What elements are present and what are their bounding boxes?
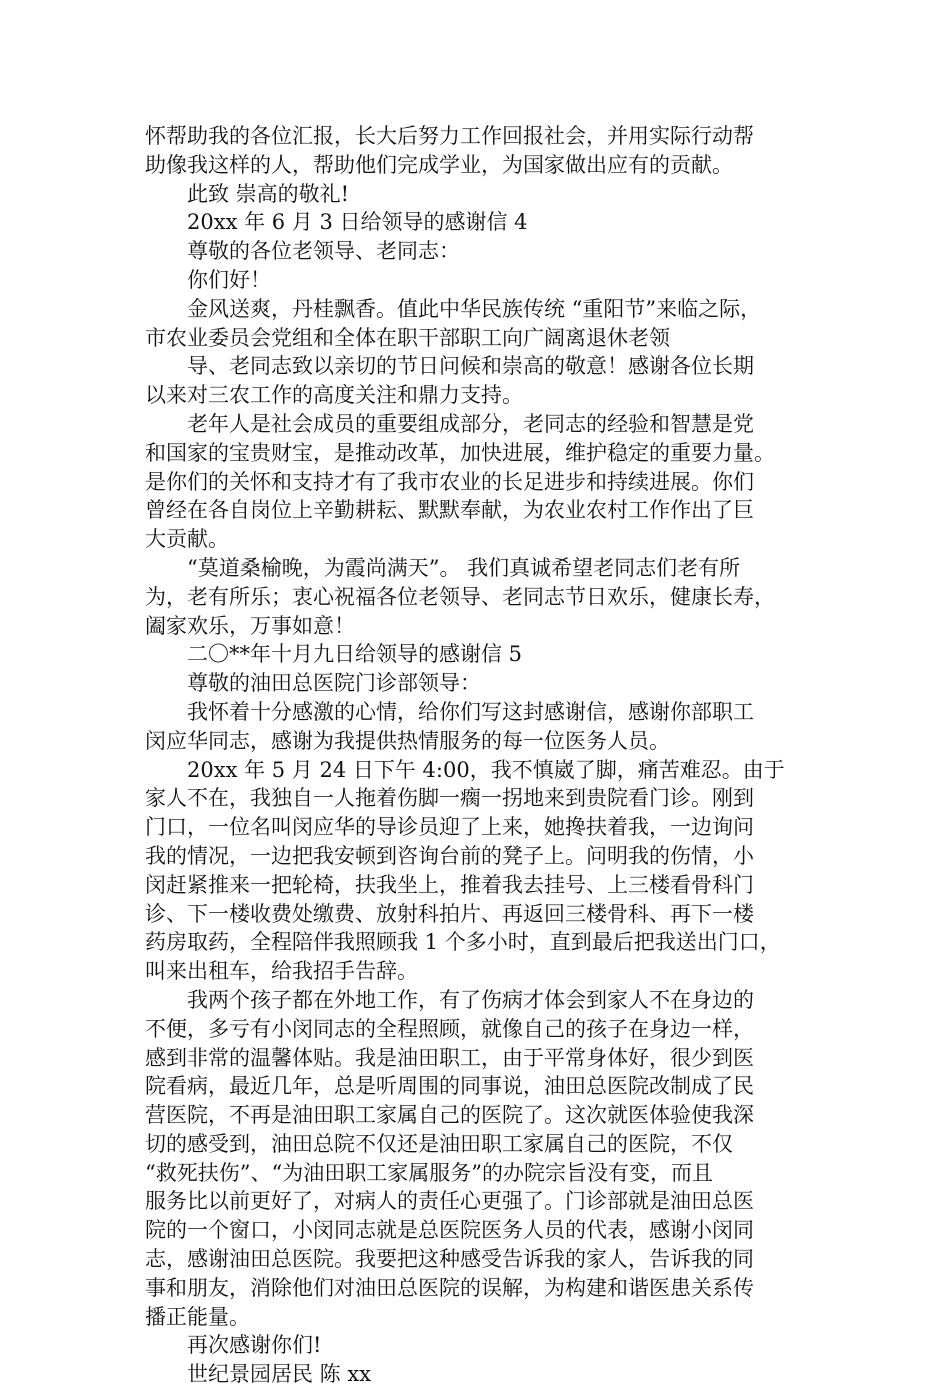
text-line: 大贡献。 bbox=[145, 527, 229, 552]
text-line: 此致 崇高的敬礼! bbox=[187, 181, 350, 206]
text-line: 老年人是社会成员的重要组成部分，老同志的经验和智慧是党 bbox=[187, 411, 754, 436]
text-line: 20xx 年 5 月 24 日下午 4:00，我不慎崴了脚，痛苦难忍。由于 bbox=[187, 757, 785, 782]
text-line: 是你们的关怀和支持才有了我市农业的长足进步和持续进展。你们 bbox=[145, 469, 754, 494]
text-line: 导、老同志致以亲切的节日问候和崇高的敬意！感谢各位长期 bbox=[187, 354, 754, 379]
text-line: 以来对三农工作的高度关注和鼎力支持。 bbox=[145, 383, 523, 408]
text-line: 服务比以前更好了，对病人的责任心更强了。门诊部就是油田总医 bbox=[145, 1189, 754, 1214]
text-line: 药房取药，全程陪伴我照顾我 1 个多小时，直到最后把我送出门口， bbox=[145, 930, 781, 955]
text-line: 志，感谢油田总医院。我要把这种感受告诉我的家人，告诉我的同 bbox=[145, 1247, 754, 1272]
text-line: 营医院，不再是油田职工家属自己的医院了。这次就医体验使我深 bbox=[145, 1103, 754, 1128]
text-line: 二〇**年十月九日给领导的感谢信 5 bbox=[187, 642, 523, 667]
text-line: 曾经在各自岗位上辛勤耕耘、默默奉献，为农业农村工作作出了巨 bbox=[145, 498, 754, 523]
text-line: 你们好！ bbox=[187, 267, 271, 292]
text-line: 切的感受到，油田总院不仅还是油田职工家属自己的医院，不仅 bbox=[145, 1131, 733, 1156]
text-line: 再次感谢你们! bbox=[187, 1333, 322, 1358]
text-line: 我的情况，一边把我安顿到咨询台前的凳子上。问明我的伤情，小 bbox=[145, 843, 754, 868]
text-line: 尊敬的各位老领导、老同志： bbox=[187, 239, 460, 264]
text-line: 为，老有所乐；衷心祝福各位老领导、老同志节日欢乐，健康长寿， bbox=[145, 584, 775, 609]
text-line: 播正能量。 bbox=[145, 1304, 250, 1329]
text-line: “莫道桑榆晚，为霞尚满天”。 我们真诚希望老同志们老有所 bbox=[187, 555, 741, 580]
text-line: 阖家欢乐，万事如意！ bbox=[145, 613, 355, 638]
text-line: 家人不在，我独自一人拖着伤脚一瘸一拐地来到贵院看门诊。刚到 bbox=[145, 786, 754, 811]
text-line: 感到非常的温馨体贴。我是油田职工，由于平常身体好，很少到医 bbox=[145, 1045, 754, 1070]
document-body bbox=[145, 122, 810, 1389]
text-line: “救死扶伤”、“为油田职工家属服务”的办院宗旨没有变，而且 bbox=[145, 1160, 713, 1185]
text-line: 门口，一位名叫闵应华的导诊员迎了上来，她搀扶着我，一边询问 bbox=[145, 815, 754, 840]
text-line: 闵赶紧推来一把轮椅，扶我坐上，推着我去挂号、上三楼看骨科门 bbox=[145, 872, 754, 897]
text-line: 尊敬的油田总医院门诊部领导： bbox=[187, 671, 481, 696]
text-line: 怀帮助我的各位汇报，长大后努力工作回报社会，并用实际行动帮 bbox=[145, 124, 754, 148]
text-line: 诊、下一楼收费处缴费、放射科拍片、再返回三楼骨科、再下一楼 bbox=[145, 901, 754, 926]
text-line: 金风送爽，丹桂飘香。值此中华民族传统 “重阳节”来临之际， bbox=[187, 296, 762, 321]
text-line: 和国家的宝贵财宝，是推动改革，加快进展，维护稳定的重要力量。 bbox=[145, 440, 775, 465]
text-line: 院的一个窗口，小闵同志就是总医院医务人员的代表，感谢小闵同 bbox=[145, 1218, 754, 1243]
text-line: 市农业委员会党组和全体在职干部职工向广阔离退休老领 bbox=[145, 325, 670, 350]
text-line: 我怀着十分感激的心情，给你们写这封感谢信，感谢你部职工 bbox=[187, 699, 754, 724]
text-line: 院看病，最近几年，总是听周围的同事说，油田总医院改制成了民 bbox=[145, 1074, 754, 1099]
text-line: 闵应华同志，感谢为我提供热情服务的每一位医务人员。 bbox=[145, 728, 670, 753]
text-line: 不便，多亏有小闵同志的全程照顾，就像自己的孩子在身边一样， bbox=[145, 1016, 754, 1041]
text-line: 叫来出租车，给我招手告辞。 bbox=[145, 959, 418, 984]
text-line: 事和朋友，消除他们对油田总医院的误解，为构建和谐医患关系传 bbox=[145, 1275, 754, 1300]
text-line: 我两个孩子都在外地工作，有了伤病才体会到家人不在身边的 bbox=[187, 987, 754, 1012]
text-line: 20xx 年 6 月 3 日给领导的感谢信 4 bbox=[187, 210, 528, 235]
text-line: 世纪景园居民 陈 xx bbox=[187, 1362, 372, 1387]
text-line: 助像我这样的人，帮助他们完成学业，为国家做出应有的贡献。 bbox=[145, 152, 733, 177]
